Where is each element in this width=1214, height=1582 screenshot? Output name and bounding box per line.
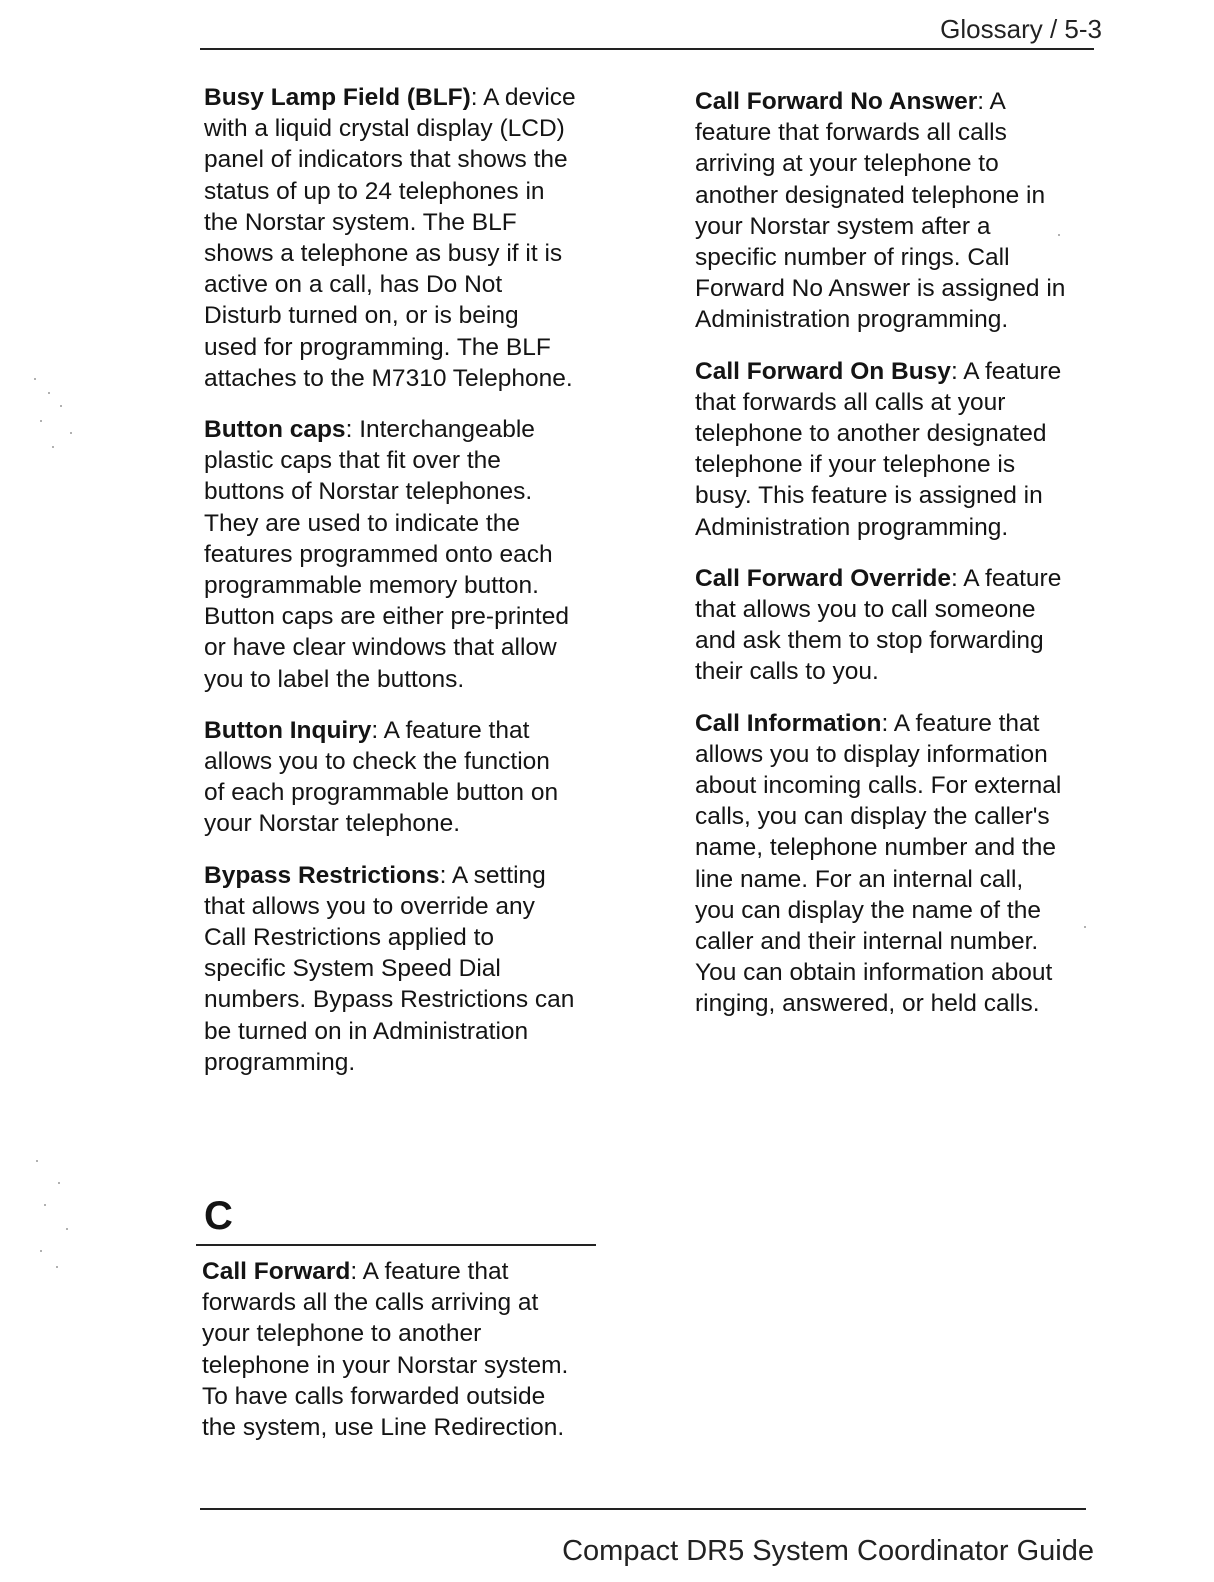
entry-definition: A setting that allows you to override any Call Restrictions applied to specific System Speed Dial numbers. Bypass Restrictions can be turned on in Administration programming. xyxy=(204,861,575,1076)
entry-term: Call Forward No Answer xyxy=(695,88,978,115)
entry-term: Call Forward Override xyxy=(695,564,951,592)
entry-term: Button caps xyxy=(204,416,346,444)
entry-term: Button Inquiry xyxy=(204,716,372,744)
entry-definition: Interchangeable plastic caps that fit over the buttons of Norstar telephones. They are used to indicate the features programmed onto each programmable memory button. Button caps are either pre-printed or have clear windows that allow you to label the buttons. xyxy=(204,416,569,693)
entry-definition: A feature that allows you to call someone and ask them to stop forwarding their calls to you. xyxy=(695,564,1062,686)
entry-definition: A feature that forwards all calls arriving at your telephone to another designated telephone in your Norstar system after a specific number of rings. Call Forward No Answer is assigned in Administration programming. xyxy=(695,88,1066,334)
section-rule xyxy=(196,1244,596,1246)
glossary-entry-button-inquiry: Button Inquiry: A feature that allows you to check the function of each programmable button on your Norstar telephone. xyxy=(204,716,559,838)
header-rule xyxy=(200,48,1094,50)
glossary-entry-button-caps: Button caps: Interchangeable plastic caps that fit over the buttons of Norstar telephones. They are used to indicate the features programmed onto each programmable memory button. Button caps are either pre-printed or have clear windows that allow you to label the buttons. xyxy=(204,416,569,693)
entry-term: Bypass Restrictions xyxy=(204,861,440,889)
footer-guide-title: Compact DR5 System Coordinator Guide xyxy=(562,1535,1094,1567)
entry-term: Busy Lamp Field (BLF) xyxy=(204,84,471,111)
glossary-entry-bypass-restrictions: Bypass Restrictions: A setting that allows you to override any Call Restrictions applied to specific System Speed Dial numbers. Bypass Restrictions can be turned on in Administration programming. xyxy=(204,861,575,1076)
entry-definition: A feature that allows you to display information about incoming calls. For external calls, you can display the caller's name, telephone number and the line name. For an internal call, you can display the name of the caller and their internal number. You can obtain information about ringing, answered, or held calls. xyxy=(695,709,1062,1018)
entry-term: Call Information xyxy=(695,709,882,737)
section-c-column xyxy=(202,1256,574,1463)
running-header: Glossary / 5-3 xyxy=(940,14,1102,44)
footer-rule xyxy=(200,1508,1086,1510)
glossary-entry-call-information: Call Information: A feature that allows you to display information about incoming calls. For external calls, you can display the caller's name, telephone number and the line name. For an internal call, you can display the name of the caller and their internal number. You can obtain information about ringing, answered, or held calls. xyxy=(695,709,1062,1018)
glossary-entry-call-forward-no-answer: Call Forward No Answer: A feature that forwards all calls arriving at your telephone to another designated telephone in your Norstar system after a specific number of rings. Call Forward No Answer is assigned in Administration programming. xyxy=(695,88,1066,334)
entry-definition: A device with a liquid crystal display (LCD) panel of indicators that shows the status of up to 24 telephones in the Norstar system. The BLF shows a telephone as busy if it is active on a call, has Do Not Disturb turned on, or is being used for programming. The BLF attaches to the M7310 Telephone. xyxy=(204,84,576,392)
glossary-entry-call-forward-override: Call Forward Override: A feature that allows you to call someone and ask them to stop forwarding their calls to you. xyxy=(695,564,1062,686)
entry-term: Call Forward On Busy xyxy=(695,357,951,385)
glossary-entry-call-forward-on-busy: Call Forward On Busy: A feature that forwards all calls at your telephone to another designated telephone if your telephone is busy. This feature is assigned in Administration programming. xyxy=(695,357,1062,541)
glossary-entry-call-forward: Call Forward: A feature that forwards all the calls arriving at your telephone to another telephone in your Norstar system. To have calls forwarded outside the system, use Line Redirection. xyxy=(202,1258,569,1442)
right-column xyxy=(695,86,1067,1040)
entry-definition: A feature that forwards all the calls arriving at your telephone to another telephone in your Norstar system. To have calls forwarded outside the system, use Line Redirection. xyxy=(202,1258,569,1442)
entry-definition: A feature that forwards all calls at your telephone to another designated telephone if your telephone is busy. This feature is assigned in Administration programming. xyxy=(695,357,1062,541)
entry-definition: A feature that allows you to check the function of each programmable button on your Norstar telephone. xyxy=(204,716,559,838)
left-column xyxy=(204,82,576,1098)
glossary-entry-blf: Busy Lamp Field (BLF): A device with a liquid crystal display (LCD) panel of indicators that shows the status of up to 24 telephones in the Norstar system. The BLF shows a telephone as busy if it is active on a call, has Do Not Disturb turned on, or is being used for programming. The BLF attaches to the M7310 Telephone. xyxy=(204,84,576,392)
entry-term: Call Forward xyxy=(202,1258,351,1285)
section-letter-heading: C xyxy=(204,1194,233,1238)
